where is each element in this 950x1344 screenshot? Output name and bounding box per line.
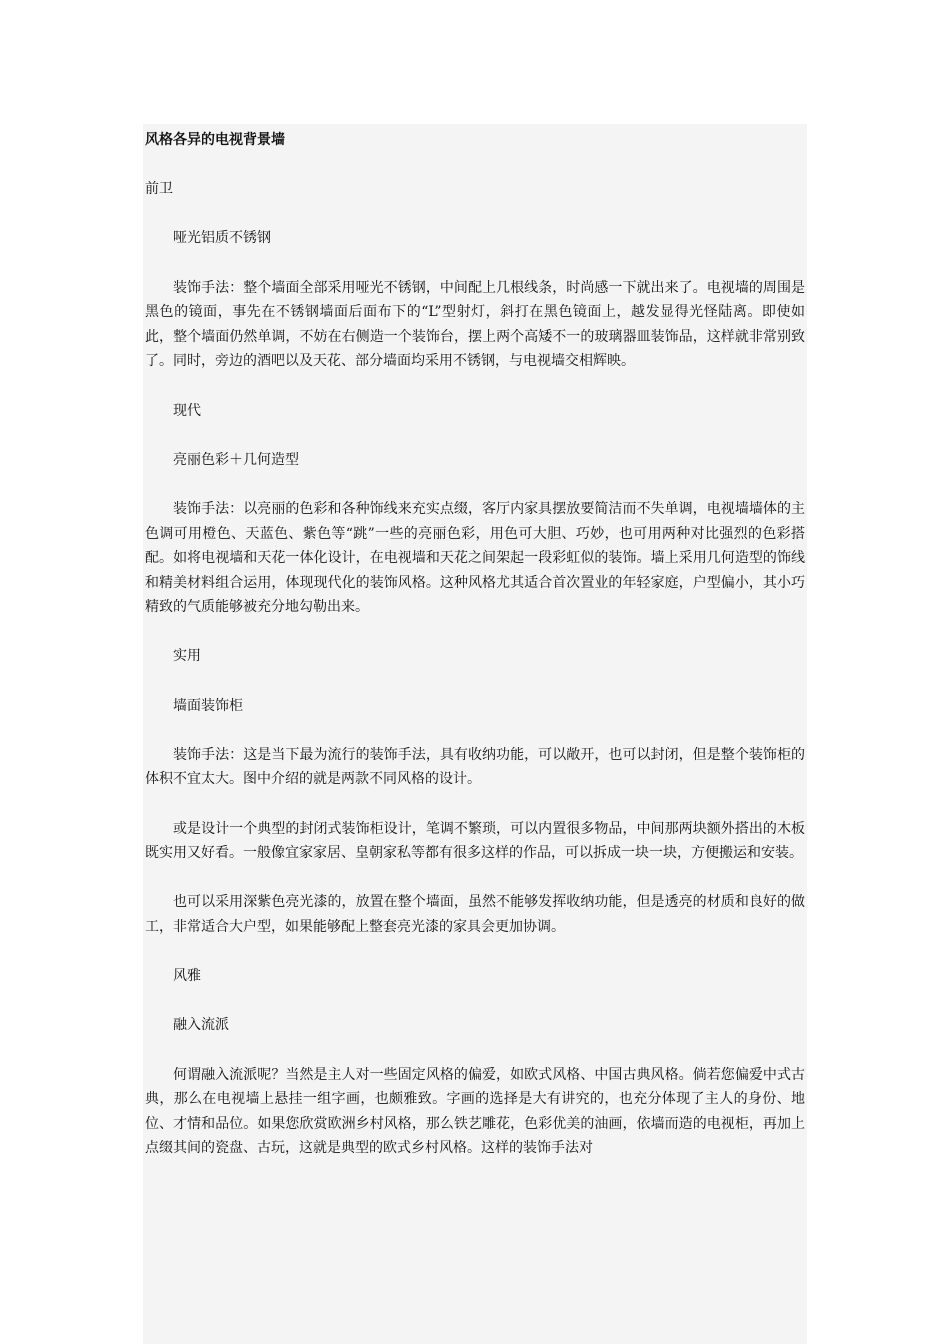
subheading-matte-steel: 哑光铝质不锈钢: [173, 230, 271, 247]
paragraph-avant-garde-method: 装饰手法：整个墙面全部采用哑光不锈钢，中间配上几根线条，时尚感一下就出来了。电视墙的周围是黑色的镜面，事先在不锈钢墙面后面布下的“L”型射灯，斜打在黑色镜面上，越发显得光怪陆离。即使如此，整个墙面仍然单调，不妨在右侧造一个装饰台，摆上两个高矮不一的玻璃器皿装饰品，这样就非常别致了。同时，旁边的酒吧以及天花、部分墙面均采用不锈钢，与电视墙交相辉映。: [145, 279, 805, 370]
document-title: 风格各异的电视背景墙: [145, 132, 285, 148]
section-heading-modern: 现代: [173, 402, 201, 419]
subheading-style-school: 融入流派: [173, 1017, 229, 1034]
section-heading-practical: 实用: [173, 648, 201, 665]
paragraph-closed-cabinet: 或是设计一个典型的封闭式装饰柜设计，笔调不繁琐，可以内置很多物品，中间那两块额外搭出的木板既实用又好看。一般像宜家家居、皇朝家私等都有很多这样的作品，可以拆成一块一块，方便搬运和安装。: [145, 820, 805, 862]
subheading-wall-cabinet: 墙面装饰柜: [173, 697, 243, 714]
document-body: [143, 124, 807, 1344]
subheading-bright-colors: 亮丽色彩＋几何造型: [173, 451, 299, 468]
paragraph-style-school: 何谓融入流派呢？当然是主人对一些固定风格的偏爱，如欧式风格、中国古典风格。倘若您偏爱中式古典，那么在电视墙上悬挂一组字画，也颇雅致。字画的选择是大有讲究的，也充分体现了主人的身份、地位、才情和品位。如果您欣赏欧洲乡村风格，那么铁艺雕花，色彩优美的油画，依墙而造的电视柜，再加上点缀其间的瓷盘、古玩，这就是典型的欧式乡村风格。这样的装饰手法对: [145, 1066, 805, 1157]
paragraph-purple-lacquer: 也可以采用深紫色亮光漆的，放置在整个墙面，虽然不能够发挥收纳功能，但是透亮的材质和良好的做工，非常适合大户型，如果能够配上整套亮光漆的家具会更加协调。: [145, 894, 805, 935]
paragraph-practical-method: 装饰手法：这是当下最为流行的装饰手法，具有收纳功能，可以敞开，也可以封闭，但是整个装饰柜的体积不宜太大。图中介绍的就是两款不同风格的设计。: [145, 746, 805, 788]
paragraph-modern-method: 装饰手法：以亮丽的色彩和各种饰线来充实点缀，客厅内家具摆放要简洁而不失单调，电视墙墙体的主色调可用橙色、天蓝色、紫色等“跳”一些的亮丽色彩，用色可大胆、巧妙，也可用两种对比强烈的色彩搭配。如将电视墙和天花一体化设计，在电视墙和天花之间架起一段彩虹似的装饰。墙上采用几何造型的饰线和精美材料组合运用，体现现代化的装饰风格。这种风格尤其适合首次置业的年轻家庭，户型偏小，其小巧精致的气质能够被充分地勾勒出来。: [145, 500, 805, 616]
section-heading-elegant: 风雅: [173, 968, 201, 985]
section-heading-avant-garde: 前卫: [145, 181, 173, 198]
